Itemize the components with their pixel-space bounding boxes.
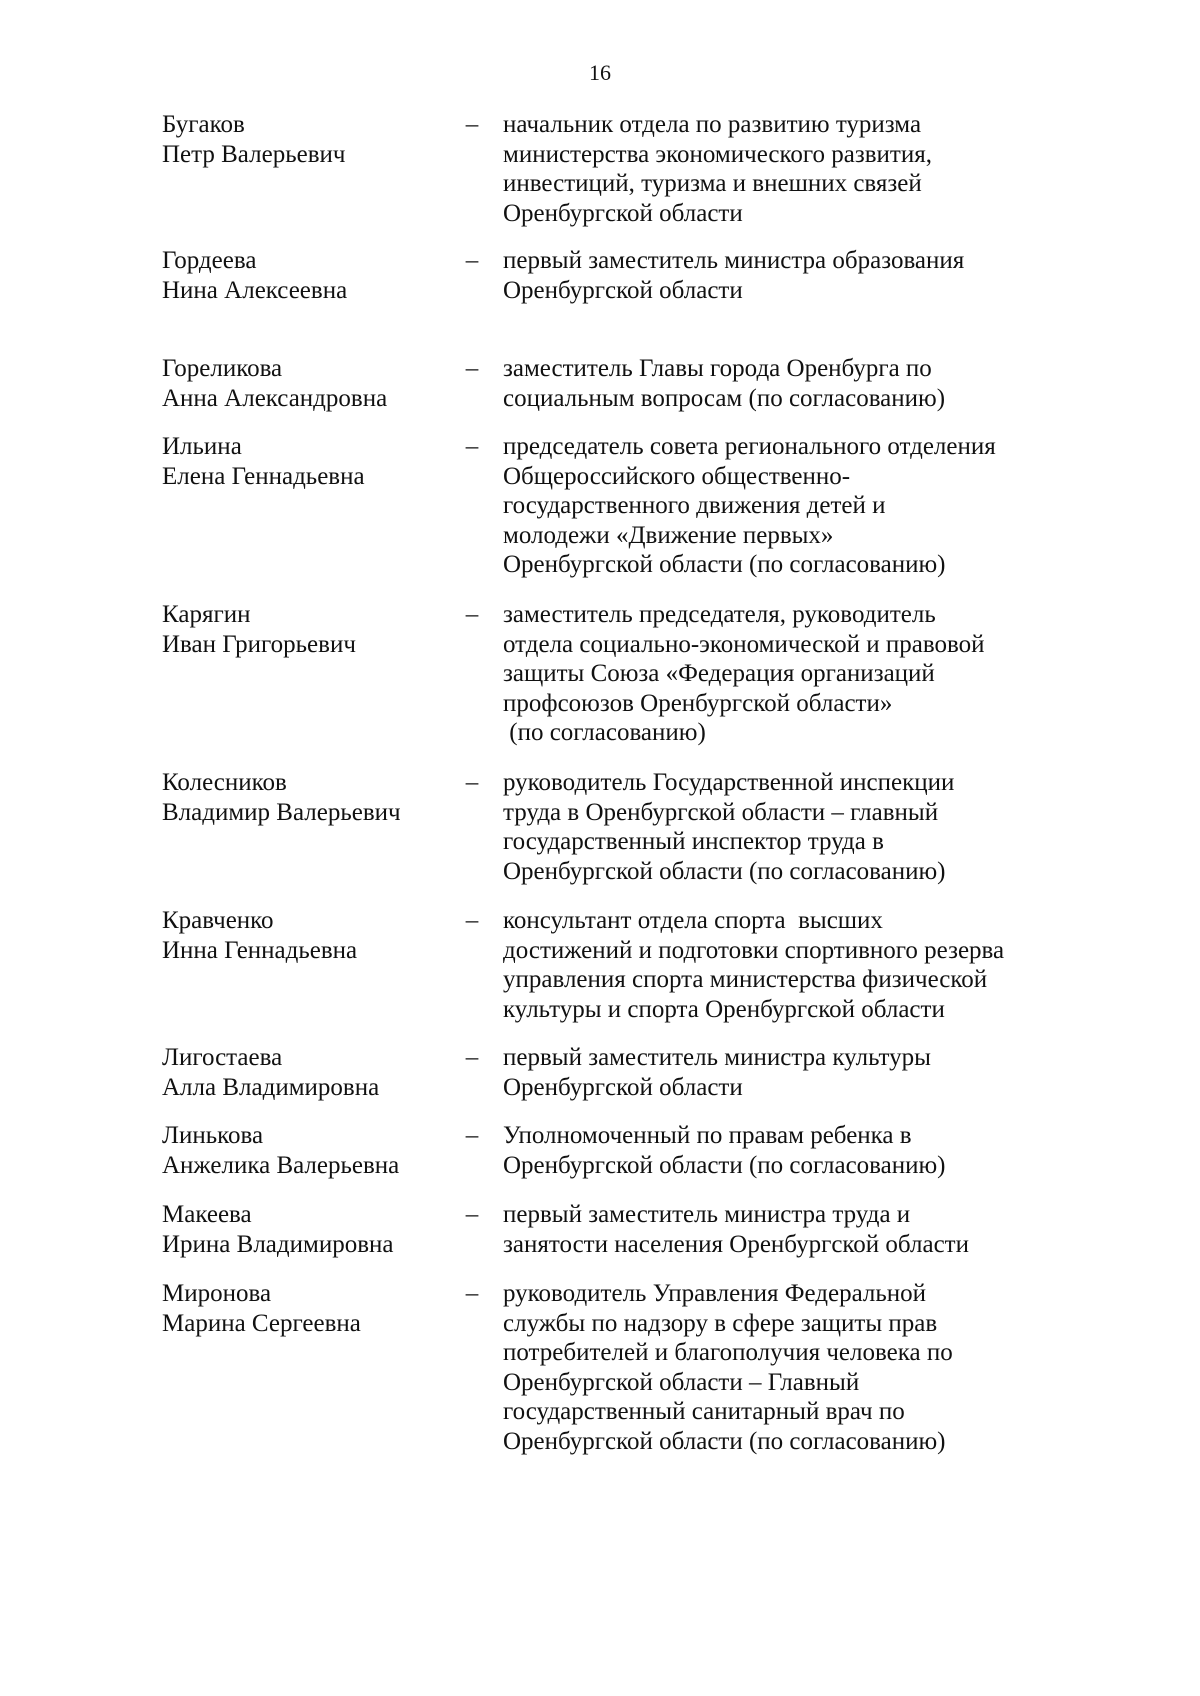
member-name	[162, 906, 462, 965]
member-given-names: Алла Владимировна	[162, 1073, 380, 1101]
member-given-names: Ирина Владимировна	[162, 1230, 394, 1258]
dash-separator: –	[465, 1201, 479, 1228]
position-line: (по согласованию)	[503, 719, 706, 746]
member-position	[503, 1200, 1103, 1259]
member-surname: Линькова	[162, 1122, 264, 1149]
member-name	[162, 1121, 462, 1180]
member-surname: Гордеева	[162, 247, 257, 274]
position-line: управления спорта министерства физической	[503, 966, 988, 993]
position-line: занятости населения Оренбургской области	[503, 1230, 969, 1258]
dash-separator: –	[465, 355, 479, 382]
member-surname: Лигостаева	[162, 1044, 283, 1071]
position-line: государственный санитарный врач по	[503, 1398, 905, 1425]
member-name	[162, 1043, 462, 1102]
dash-separator: –	[465, 601, 479, 628]
page-number: 16	[589, 60, 611, 85]
position-line: Оренбургской области (по согласованию)	[503, 1427, 946, 1455]
position-line: руководитель Управления Федеральной	[503, 1280, 927, 1307]
position-line: труда в Оренбургской области – главный	[503, 798, 939, 826]
position-line: Оренбургской области – Главный	[503, 1368, 860, 1396]
member-given-names: Владимир Валерьевич	[162, 798, 401, 826]
position-line: Оренбургской области	[503, 199, 743, 227]
member-given-names: Марина Сергеевна	[162, 1309, 361, 1337]
position-line: министерства экономического развития,	[503, 140, 932, 168]
position-line: социальным вопросам (по согласованию)	[503, 384, 946, 412]
position-line: Оренбургской области (по согласованию)	[503, 857, 946, 885]
member-surname: Бугаков	[162, 111, 245, 138]
member-surname: Гореликова	[162, 355, 283, 382]
member-given-names: Елена Геннадьевна	[162, 462, 365, 490]
member-surname: Кравченко	[162, 907, 274, 934]
position-line: государственного движения детей и	[503, 492, 886, 519]
member-surname: Миронова	[162, 1280, 272, 1307]
position-line: начальник отдела по развитию туризма	[503, 111, 922, 138]
member-name	[162, 600, 462, 659]
position-line: Оренбургской области	[503, 1073, 743, 1101]
member-position	[503, 768, 1103, 886]
member-given-names: Петр Валерьевич	[162, 140, 346, 168]
member-surname: Карягин	[162, 601, 251, 628]
position-line: молодежи «Движение первых»	[503, 521, 834, 549]
position-line: культуры и спорта Оренбургской области	[503, 995, 945, 1023]
position-line: председатель совета регионального отделения	[503, 433, 996, 460]
member-position	[503, 1279, 1103, 1456]
member-name	[162, 1200, 462, 1259]
position-line: Уполномоченный по правам ребенка в	[503, 1122, 912, 1149]
position-line: защиты Союза «Федерация организаций	[503, 660, 935, 687]
member-name	[162, 110, 462, 169]
position-line: достижений и подготовки спортивного резерва	[503, 936, 1005, 964]
position-line: Оренбургской области (по согласованию)	[503, 1151, 946, 1179]
member-surname: Макеева	[162, 1201, 252, 1228]
member-position	[503, 906, 1103, 1024]
member-name	[162, 246, 462, 305]
member-position	[503, 246, 1103, 305]
dash-separator: –	[465, 769, 479, 796]
position-line: государственный инспектор труда в	[503, 828, 884, 855]
member-position	[503, 354, 1103, 413]
position-line: заместитель Главы города Оренбурга по	[503, 355, 932, 382]
dash-separator: –	[465, 907, 479, 934]
position-line: первый заместитель министра труда и	[503, 1201, 911, 1228]
position-line: консультант отдела спорта высших	[503, 907, 883, 934]
member-given-names: Нина Алексеевна	[162, 276, 348, 304]
member-name	[162, 768, 462, 827]
position-line: руководитель Государственной инспекции	[503, 769, 955, 796]
member-given-names: Анжелика Валерьевна	[162, 1151, 400, 1179]
dash-separator: –	[465, 1122, 479, 1149]
dash-separator: –	[465, 433, 479, 460]
member-given-names: Анна Александровна	[162, 384, 388, 412]
member-position	[503, 432, 1103, 580]
position-line: Оренбургской области (по согласованию)	[503, 551, 946, 578]
position-line: инвестиций, туризма и внешних связей	[503, 170, 922, 197]
position-line: потребителей и благополучия человека по	[503, 1339, 953, 1366]
position-line: отдела социально-экономической и правовой	[503, 630, 985, 658]
position-line: заместитель председателя, руководитель	[503, 601, 936, 628]
position-line: первый заместитель министра образования	[503, 247, 965, 274]
position-line: Общероссийского общественно-	[503, 462, 851, 490]
member-given-names: Инна Геннадьевна	[162, 936, 358, 964]
member-position	[503, 110, 1103, 228]
position-line: Оренбургской области	[503, 276, 743, 304]
dash-separator: –	[465, 1044, 479, 1071]
member-name	[162, 432, 462, 491]
member-given-names: Иван Григорьевич	[162, 630, 356, 658]
dash-separator: –	[465, 111, 479, 138]
member-position	[503, 600, 1103, 748]
member-surname: Ильина	[162, 433, 242, 460]
dash-separator: –	[465, 1280, 479, 1307]
position-line: службы по надзору в сфере защиты прав	[503, 1309, 938, 1337]
member-name	[162, 354, 462, 413]
position-line: первый заместитель министра культуры	[503, 1044, 931, 1071]
member-surname: Колесников	[162, 769, 287, 796]
member-position	[503, 1043, 1103, 1102]
member-name	[162, 1279, 462, 1338]
position-line: профсоюзов Оренбургской области»	[503, 689, 893, 717]
member-position	[503, 1121, 1103, 1180]
dash-separator: –	[465, 247, 479, 274]
